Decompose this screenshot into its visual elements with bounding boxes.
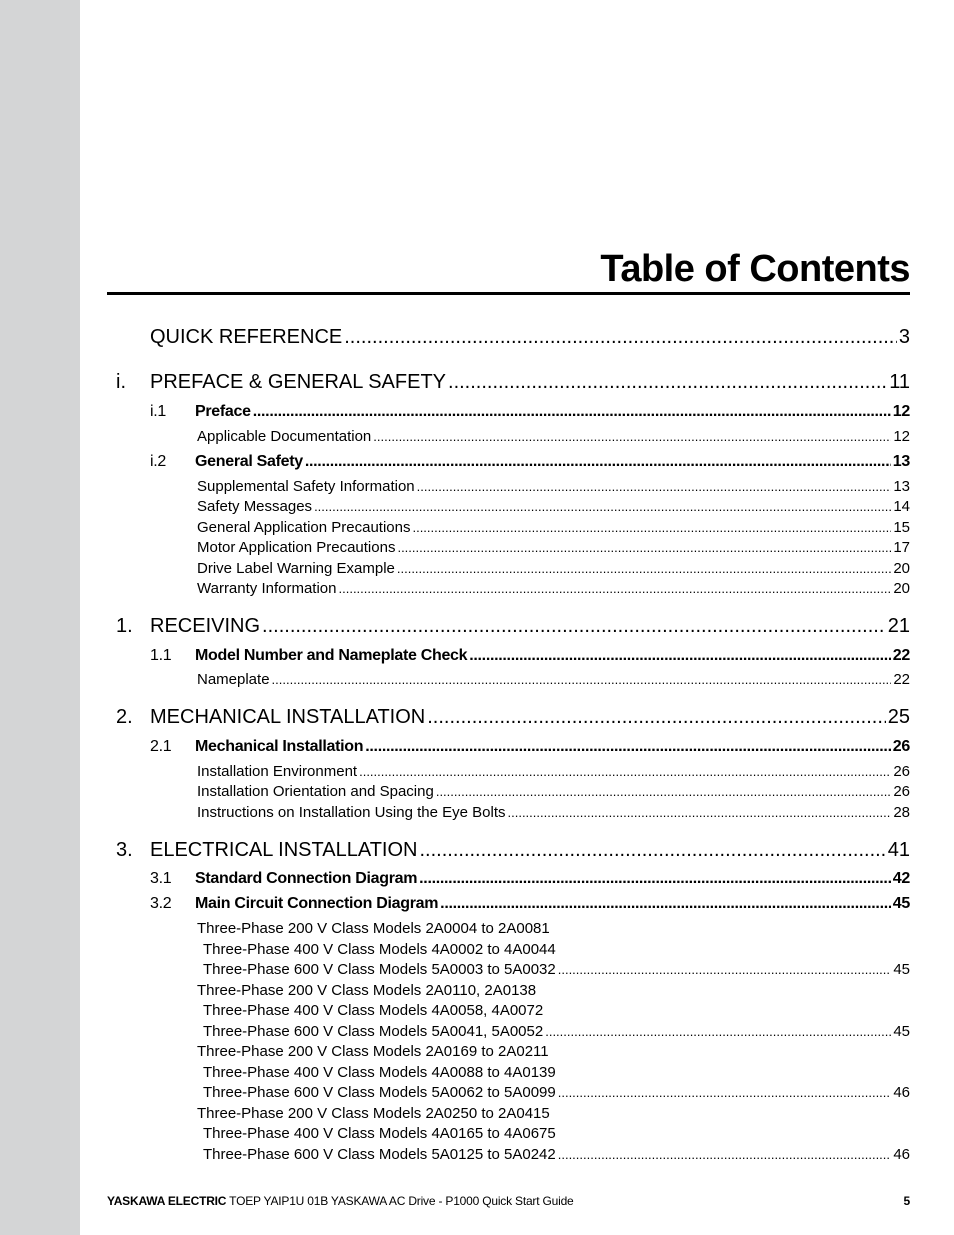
toc-entry-page: 3 xyxy=(898,326,910,348)
toc-entry-number: 2. xyxy=(116,706,133,728)
toc-leader-dots xyxy=(365,738,891,756)
toc-entry-label: Three-Phase 600 V Class Models 5A0003 to 5A0032 xyxy=(203,961,556,978)
toc-entry-label: Instructions on Installation Using the Eye Bolts xyxy=(197,804,506,821)
toc-leader-dots xyxy=(397,540,891,555)
toc-entry[interactable] xyxy=(197,1105,910,1122)
toc-entry[interactable] xyxy=(197,982,910,999)
toc-entry-page: 13 xyxy=(892,453,910,470)
toc-leader-dots xyxy=(419,839,885,862)
toc-entry-label: Safety Messages xyxy=(197,498,313,515)
toc-entry[interactable] xyxy=(203,1064,910,1081)
toc-entry-label: Applicable Documentation xyxy=(197,428,372,445)
toc-leader-dots xyxy=(427,706,886,729)
toc-entry-label: Three-Phase 200 V Class Models 2A0250 to 2A0415 xyxy=(197,1105,550,1122)
toc-leader-dots xyxy=(397,561,891,576)
toc-entry-label: Model Number and Nameplate Check xyxy=(195,647,468,664)
toc-entry-number: i. xyxy=(116,371,126,393)
toc-entry[interactable] xyxy=(203,1084,910,1101)
toc-entry-label: Supplemental Safety Information xyxy=(197,478,415,495)
footer-page-number: 5 xyxy=(903,1194,910,1208)
toc-leader-dots xyxy=(419,870,891,888)
toc-entry-label: Three-Phase 400 V Class Models 4A0088 to 4A0139 xyxy=(203,1064,556,1081)
toc-entry[interactable] xyxy=(203,1146,910,1163)
toc-entry-number: i.2 xyxy=(150,453,166,470)
toc-entry[interactable] xyxy=(203,1125,910,1142)
toc-entry-number: 3. xyxy=(116,839,133,861)
toc-leader-dots xyxy=(508,805,892,820)
footer-doc-info xyxy=(107,1194,574,1208)
toc-entry-label: Mechanical Installation xyxy=(195,738,364,755)
toc-leader-dots xyxy=(262,615,886,638)
toc-entry-page: 12 xyxy=(892,403,910,420)
toc-entry-page: 11 xyxy=(889,371,910,393)
toc-entry[interactable] xyxy=(203,941,910,958)
toc-leader-dots xyxy=(253,403,891,421)
toc-leader-dots xyxy=(314,499,891,514)
toc-entry[interactable] xyxy=(116,839,910,862)
toc-entry-label: Three-Phase 400 V Class Models 4A0002 to 4A0044 xyxy=(203,941,556,958)
toc-entry-label: Installation Environment xyxy=(197,763,358,780)
toc-entry[interactable] xyxy=(150,870,910,888)
toc-entry-page: 42 xyxy=(892,870,910,887)
toc-entry-label: Three-Phase 600 V Class Models 5A0062 to 5A0099 xyxy=(203,1084,556,1101)
toc-entry-page: 46 xyxy=(893,1084,910,1101)
toc-entry-page: 45 xyxy=(892,895,910,912)
toc-entry[interactable] xyxy=(197,920,910,937)
toc-entry-number: 3.2 xyxy=(150,895,172,912)
toc-entry-page: 13 xyxy=(893,478,910,495)
toc-entry-label: Three-Phase 200 V Class Models 2A0110, 2A0138 xyxy=(197,982,537,999)
page-footer xyxy=(107,1194,910,1208)
toc-entry[interactable] xyxy=(203,1023,910,1040)
toc-entry-page: 45 xyxy=(893,961,910,978)
toc-entry-label: Three-Phase 400 V Class Models 4A0165 to 4A0675 xyxy=(203,1125,556,1142)
toc-entry-label: Three-Phase 200 V Class Models 2A0004 to 2A0081 xyxy=(197,920,550,937)
toc-leader-dots xyxy=(558,1085,892,1100)
footer-doc-title: TOEP YAIP1U 01B YASKAWA AC Drive - P1000 Quick Start Guide xyxy=(226,1194,574,1208)
toc-entry-label: MECHANICAL INSTALLATION xyxy=(150,706,426,728)
toc-leader-dots xyxy=(339,581,892,596)
toc-entry-page: 26 xyxy=(893,763,910,780)
toc-entry[interactable] xyxy=(150,647,910,665)
toc-entry-label: QUICK REFERENCE xyxy=(150,326,343,348)
toc-entry[interactable] xyxy=(150,453,910,471)
toc-entry[interactable] xyxy=(197,1043,910,1060)
toc-leader-dots xyxy=(359,764,891,779)
toc-entry-page: 21 xyxy=(887,615,910,637)
toc-entry-label: General Application Precautions xyxy=(197,519,411,536)
toc-entry[interactable] xyxy=(197,519,910,536)
toc-entry[interactable] xyxy=(203,1002,910,1019)
toc-entry-label: Warranty Information xyxy=(197,580,337,597)
toc-leader-dots xyxy=(344,326,897,349)
toc-leader-dots xyxy=(558,1147,892,1162)
toc-leader-dots xyxy=(373,429,891,444)
toc-entry-page: 41 xyxy=(887,839,910,861)
toc-entry-page: 14 xyxy=(893,498,910,515)
toc-entry[interactable] xyxy=(197,671,910,688)
toc-entry[interactable] xyxy=(150,738,910,756)
toc-entry[interactable] xyxy=(197,498,910,515)
page-title: Table of Contents xyxy=(600,248,910,290)
toc-leader-dots xyxy=(436,784,891,799)
footer-brand: YASKAWA ELECTRIC xyxy=(107,1194,227,1208)
toc-entry-page: 46 xyxy=(893,1146,910,1163)
toc-entry-label: Three-Phase 200 V Class Models 2A0169 to 2A0211 xyxy=(197,1043,549,1060)
toc-entry-page: 26 xyxy=(892,738,910,755)
toc-entry-page: 25 xyxy=(887,706,910,728)
toc-entry-page: 20 xyxy=(893,560,910,577)
toc-entry-page: 26 xyxy=(893,783,910,800)
toc-entry-label: Standard Connection Diagram xyxy=(195,870,418,887)
toc-leader-dots xyxy=(440,895,891,913)
toc-entry-page: 22 xyxy=(893,671,910,688)
toc-entry-number: 2.1 xyxy=(150,738,172,755)
toc-entry-page: 15 xyxy=(893,519,910,536)
toc-entry-page: 12 xyxy=(893,428,910,445)
toc-entry[interactable] xyxy=(197,539,910,556)
toc-entry-number: 1.1 xyxy=(150,647,172,664)
toc-entry-label: Motor Application Precautions xyxy=(197,539,396,556)
toc-entry-page: 45 xyxy=(893,1023,910,1040)
toc-entry[interactable] xyxy=(197,478,910,495)
toc-entry-label: Installation Orientation and Spacing xyxy=(197,783,434,800)
toc-entry[interactable] xyxy=(150,895,910,913)
toc-entry[interactable] xyxy=(116,706,910,729)
toc-entry-page: 17 xyxy=(893,539,910,556)
toc-leader-dots xyxy=(412,520,891,535)
toc-entry[interactable] xyxy=(203,961,910,978)
toc-leader-dots xyxy=(272,672,892,687)
toc-entry[interactable] xyxy=(197,580,910,597)
toc-entry-label: Nameplate xyxy=(197,671,270,688)
toc-leader-dots xyxy=(305,453,891,471)
toc-entry-label: RECEIVING xyxy=(150,615,261,637)
toc-entry-label: ELECTRICAL INSTALLATION xyxy=(150,839,418,861)
toc-entry-number: 1. xyxy=(116,615,133,637)
toc-entry[interactable] xyxy=(197,763,910,780)
toc-leader-dots xyxy=(558,962,892,977)
toc-entry-page: 28 xyxy=(893,804,910,821)
toc-entry-label: Three-Phase 600 V Class Models 5A0125 to 5A0242 xyxy=(203,1146,556,1163)
toc-leader-dots xyxy=(545,1024,891,1039)
toc-entry-number: 3.1 xyxy=(150,870,172,887)
toc-entry[interactable] xyxy=(150,326,910,349)
toc-entry-label: Three-Phase 600 V Class Models 5A0041, 5A0052 xyxy=(203,1023,544,1040)
toc-entry-label: Drive Label Warning Example xyxy=(197,560,395,577)
toc-leader-dots xyxy=(417,479,892,494)
toc-entry[interactable] xyxy=(197,783,910,800)
toc-entry-label: PREFACE & GENERAL SAFETY xyxy=(150,371,447,393)
toc-entry-page: 22 xyxy=(892,647,910,664)
toc-entry-number: i.1 xyxy=(150,403,166,420)
toc-entry-label: Preface xyxy=(195,403,251,420)
toc-entry-label: General Safety xyxy=(195,453,303,470)
toc-leader-dots xyxy=(448,371,887,394)
toc-entry[interactable] xyxy=(150,403,910,421)
toc-entry[interactable] xyxy=(116,615,910,638)
toc-entry[interactable] xyxy=(197,428,910,445)
toc-entry[interactable] xyxy=(197,560,910,577)
toc-entry-label: Three-Phase 400 V Class Models 4A0058, 4A0072 xyxy=(203,1002,544,1019)
toc-entry-label: Main Circuit Connection Diagram xyxy=(195,895,439,912)
toc-entry[interactable] xyxy=(116,371,910,394)
toc-entry[interactable] xyxy=(197,804,910,821)
toc-leader-dots xyxy=(469,647,891,665)
toc-entry-page: 20 xyxy=(893,580,910,597)
